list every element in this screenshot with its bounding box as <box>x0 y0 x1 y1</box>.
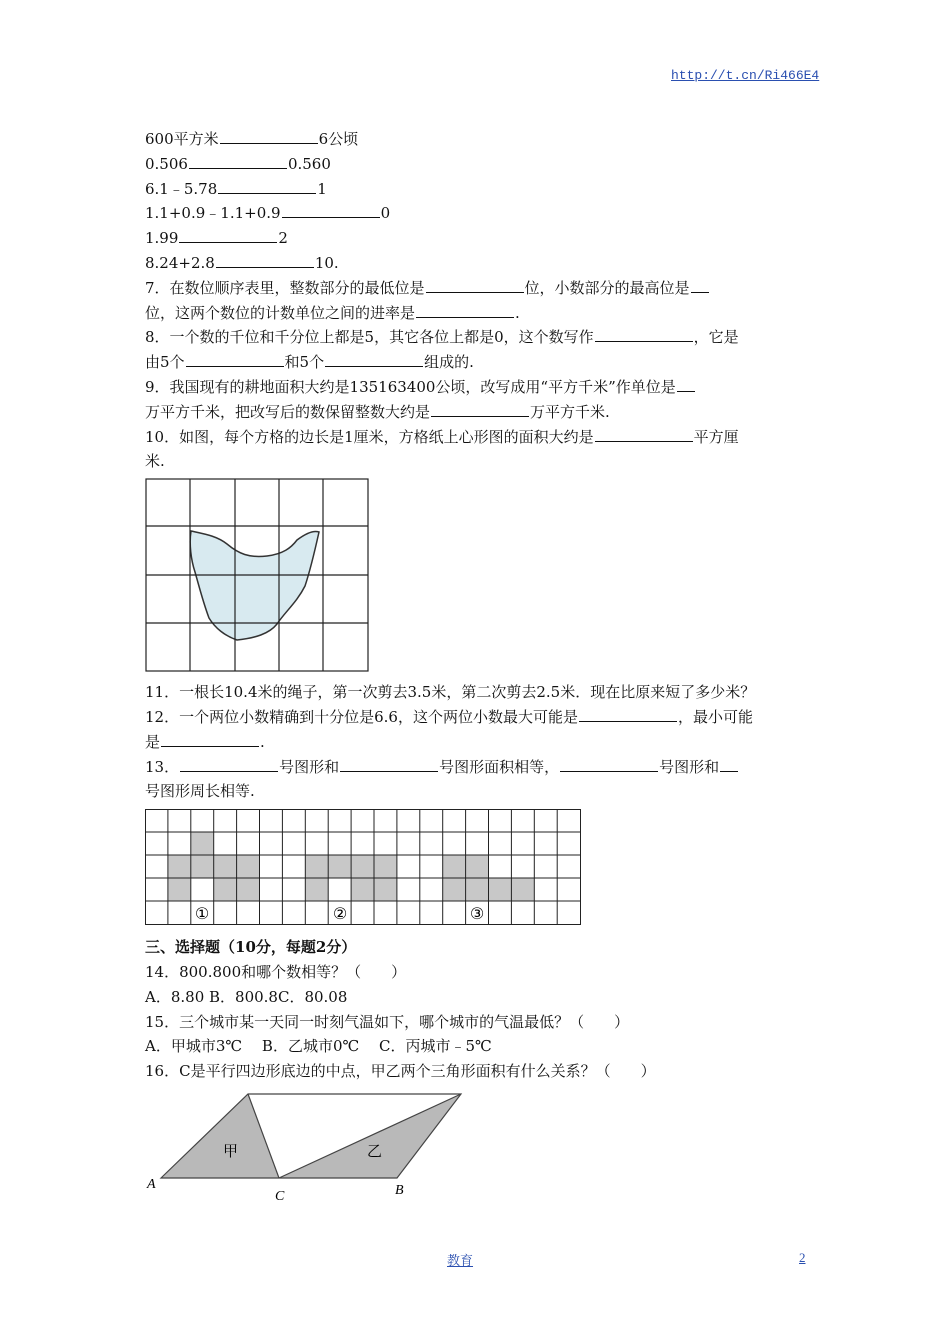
answer-blank[interactable] <box>282 203 380 218</box>
answer-blank[interactable] <box>340 757 438 772</box>
q9-text: 9．我国现有的耕地面积大约是135163400公顷，改写成用“平方千米”作单位是 <box>145 377 676 396</box>
content <box>145 127 825 1210</box>
label-yi: 乙 <box>367 1141 383 1160</box>
q13-text: 13． <box>145 757 180 776</box>
answer-blank[interactable] <box>189 154 287 169</box>
q14-stem: 14．800.800和哪个数相等？（ ） <box>145 962 407 981</box>
answer-blank[interactable] <box>595 427 693 442</box>
label-c: C <box>275 1188 285 1204</box>
question-14-options <box>145 985 825 1010</box>
q12-text: 是 <box>145 732 161 751</box>
q12-text: ，最小可能 <box>677 707 753 726</box>
q12-text: 12．一个两位小数精确到十分位是6.6，这个两位小数最大可能是 <box>145 707 578 726</box>
question-15-options <box>145 1034 825 1059</box>
q10-text: 平方厘 <box>693 427 739 446</box>
compare-item <box>145 201 825 226</box>
grid-lines <box>146 479 368 671</box>
question-8-cont <box>145 350 825 375</box>
section-3-title <box>145 935 825 960</box>
question-13 <box>145 755 825 780</box>
compare-left: 8.24+2.8 <box>145 253 215 272</box>
section-title: 三、选择题（10分，每题2分） <box>145 938 357 957</box>
q7-text: 7．在数位顺序表里，整数部分的最低位是 <box>145 278 425 297</box>
answer-blank[interactable] <box>218 179 316 194</box>
compare-right: 0 <box>380 204 391 223</box>
shape-label-1: ① <box>194 904 210 924</box>
compare-item <box>145 152 825 177</box>
label-a: A <box>147 1176 156 1192</box>
answer-blank[interactable] <box>560 757 658 772</box>
compare-item <box>145 127 825 152</box>
compare-right: 6公顷 <box>318 130 359 148</box>
compare-right: 10. <box>314 253 339 272</box>
compare-left: 0.506 <box>145 154 188 173</box>
compare-left: 1.99 <box>145 229 179 248</box>
parallelogram-figure <box>145 1090 825 1210</box>
shapes-grid-figure <box>145 809 825 929</box>
heart-shape <box>190 531 319 640</box>
answer-blank[interactable] <box>595 327 693 342</box>
question-10-cont <box>145 449 825 474</box>
parallelogram-svg <box>145 1090 475 1208</box>
shape-label-3: ③ <box>469 904 485 924</box>
triangle-jia <box>161 1094 279 1178</box>
compare-left: 6.1﹣5.78 <box>145 179 218 198</box>
q8-text: 组成的. <box>424 353 474 372</box>
answer-blank[interactable] <box>325 352 423 367</box>
question-9 <box>145 375 825 400</box>
question-8 <box>145 325 825 350</box>
q13-text: 号图形和 <box>659 757 720 776</box>
label-jia: 甲 <box>223 1141 239 1160</box>
shape-label-2: ② <box>332 904 348 924</box>
q16-stem: 16．C是平行四边形底边的中点，甲乙两个三角形面积有什么关系？（ ） <box>145 1062 656 1081</box>
question-16 <box>145 1059 825 1084</box>
question-15 <box>145 1010 825 1035</box>
footer-link[interactable]: 教育 <box>447 1254 474 1269</box>
answer-blank[interactable] <box>161 732 259 747</box>
label-b: B <box>395 1182 404 1198</box>
question-10 <box>145 425 825 450</box>
q13-text: 号图形周长相等. <box>145 782 255 801</box>
q8-text: 和5个 <box>284 353 325 372</box>
compare-left: 1.1+0.9﹣1.1+0.9 <box>145 204 281 223</box>
question-13-cont <box>145 779 825 804</box>
compare-right: 1 <box>317 179 327 198</box>
compare-left: 600平方米 <box>145 130 219 148</box>
compare-item <box>145 251 825 276</box>
question-7 <box>145 276 825 301</box>
page-number: 2 <box>799 1250 806 1265</box>
shapes-grid-svg <box>145 809 581 925</box>
answer-blank[interactable] <box>431 402 529 417</box>
answer-blank[interactable] <box>216 253 314 268</box>
answer-blank[interactable] <box>416 303 514 318</box>
question-14 <box>145 960 825 985</box>
q9-text: 万平方千米，把改写后的数保留整数大约是 <box>145 402 431 421</box>
answer-blank[interactable] <box>691 278 709 293</box>
q10-text: 米. <box>145 452 165 471</box>
compare-right: 0.560 <box>287 154 331 173</box>
answer-blank[interactable] <box>426 278 524 293</box>
q8-text: 8．一个数的千位和千分位上都是5，其它各位上都是0，这个数写作 <box>145 328 594 347</box>
compare-item <box>145 226 825 251</box>
q10-text: 10．如图，每个方格的边长是1厘米，方格纸上心形图的面积大约是 <box>145 427 594 446</box>
q7-text: 位，小数部分的最高位是 <box>524 278 690 297</box>
question-12-cont <box>145 730 825 755</box>
answer-blank[interactable] <box>220 129 318 144</box>
q13-text: 号图形和 <box>279 757 340 776</box>
q13-text: 号图形面积相等， <box>439 757 560 776</box>
q12-text: . <box>260 732 265 751</box>
answer-blank[interactable] <box>179 228 277 243</box>
answer-blank[interactable] <box>579 707 677 722</box>
header-link[interactable]: http://t.cn/Ri466E4 <box>671 68 820 83</box>
q9-text: 万平方千米. <box>530 402 610 421</box>
q8-text: ，它是 <box>693 328 739 347</box>
question-9-cont <box>145 400 825 425</box>
heart-grid-figure <box>145 478 825 678</box>
answer-blank[interactable] <box>677 377 695 392</box>
compare-item <box>145 177 825 202</box>
question-12 <box>145 705 825 730</box>
answer-blank[interactable] <box>720 757 738 772</box>
q15-stem: 15．三个城市某一天同一时刻气温如下，哪个城市的气温最低？（ ） <box>145 1012 630 1031</box>
answer-blank[interactable] <box>180 757 278 772</box>
compare-right: 2 <box>278 229 288 248</box>
question-11 <box>145 680 825 705</box>
question-7-cont <box>145 301 825 326</box>
q11-text: 11．一根长10.4米的绳子，第一次剪去3.5米，第二次剪去2.5米．现在比原来短了多少米？ <box>145 683 756 702</box>
q14-options: A．8.80 B．800.8C．80.08 <box>145 987 348 1006</box>
q7-text: . <box>515 303 520 322</box>
q7-text: 位，这两个数位的计数单位之间的进率是 <box>145 303 416 322</box>
q8-text: 由5个 <box>145 353 185 372</box>
q15-options: A．甲城市3℃ B．乙城市0℃ C．丙城市﹣5℃ <box>145 1037 492 1056</box>
answer-blank[interactable] <box>186 352 284 367</box>
heart-grid-svg <box>145 478 371 674</box>
